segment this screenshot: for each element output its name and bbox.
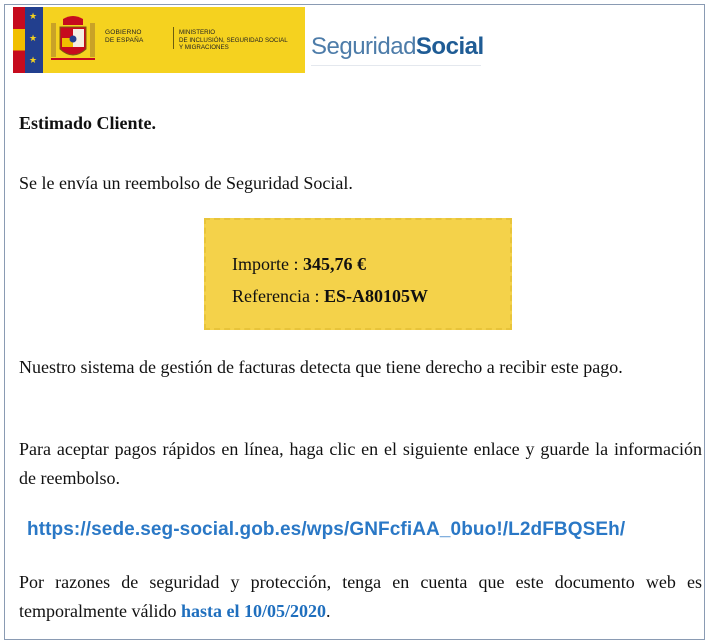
email-header <box>13 7 493 75</box>
ministry-line-3: Y MIGRACIONES <box>179 44 229 51</box>
amount-label: Importe : <box>232 254 303 274</box>
refund-details-box <box>204 218 512 330</box>
paragraph-instructions: Para aceptar pagos rápidos en línea, haga clic en el siguiente enlace y guarde la información de reembolso. <box>19 439 702 488</box>
seguridad-social-logo <box>311 33 484 61</box>
banner-divider <box>173 27 174 49</box>
amount-value: 345,76 € <box>302 254 366 274</box>
gov-line-2: DE ESPAÑA <box>105 37 144 44</box>
validity-text: Por razones de seguridad y protección, tenga en cuenta que este documento web es temporalmente válido <box>19 572 702 621</box>
validity-period: . <box>325 601 331 621</box>
paragraph-entitlement: Nuestro sistema de gestión de facturas detecta que tiene derecho a recibir este pago. <box>19 357 623 377</box>
government-label <box>105 29 175 45</box>
coat-of-arms-icon <box>49 13 97 67</box>
refund-link[interactable]: https://sede.seg-social.gob.es/wps/GNFcfiAA_0buo!/L2dFBQSEh/ <box>27 519 626 540</box>
email-frame <box>4 4 705 640</box>
government-banner <box>13 7 305 73</box>
brand-bold-text: Social <box>415 33 484 60</box>
ministry-line-1: MINISTERIO <box>179 29 216 36</box>
ministry-label <box>179 29 309 52</box>
intro-text: Se le envía un reembolso de Seguridad Social. <box>19 173 353 193</box>
logo-underline <box>311 65 481 66</box>
spain-flag-icon <box>13 7 25 73</box>
reference-row <box>232 280 510 312</box>
brand-light-text: Seguridad <box>311 33 416 60</box>
amount-row <box>232 248 510 280</box>
reference-value: ES-A80105W <box>323 286 428 306</box>
ministry-line-2: DE INCLUSIÓN, SEGURIDAD SOCIAL <box>179 36 288 44</box>
greeting: Estimado Cliente. <box>19 113 156 133</box>
eu-flag-icon: ★ ★ ★ <box>25 7 43 73</box>
reference-label: Referencia : <box>232 286 324 306</box>
validity-date: hasta el 10/05/2020 <box>180 601 326 621</box>
gov-line-1: GOBIERNO <box>105 29 142 36</box>
paragraph-validity <box>19 568 702 626</box>
